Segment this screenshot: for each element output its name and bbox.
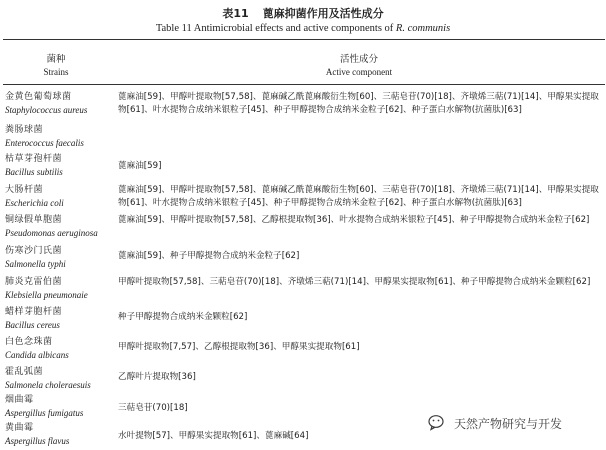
strain-name-zh: 金黄色葡萄球菌 [5, 92, 72, 102]
strain-name-zh: 蜡样芽胞杆菌 [5, 307, 63, 317]
strain-cell [5, 336, 109, 362]
strain-name-latin: Bacillus subtilis [5, 167, 63, 177]
table-title-en: Table 11 Antimicrobial effects and active components of [155, 23, 396, 34]
strain-name-zh: 大肠杆菌 [5, 185, 44, 195]
table-top-rule [3, 39, 605, 40]
strain-name-latin: Bacillus cereus [5, 320, 60, 330]
column-header-strains-zh: 菌种 [46, 54, 66, 65]
component-cell: 蓖麻油[59]、甲醇叶提取物[57,58]、蓖麻碱乙酰蓖麻酸衍生物[60]、三萜皂苷(70)[18]、齐墩烯三萜(71)[14]、甲醇果实提取物[61]、叶水提物合成纳米银粒子[45]、种子甲醇提物合成纳米金粒子[62]、种子蛋白水解物(抗菌肽)[63] [118, 92, 599, 115]
watermark-text: 天然产物研究与开发 [454, 416, 563, 431]
strain-name-latin: Escherichia coli [5, 198, 64, 208]
wechat-icon [428, 414, 448, 432]
strain-cell [5, 153, 109, 179]
strain-name-zh: 黄曲霉 [5, 423, 34, 433]
strain-cell [5, 306, 109, 332]
strain-name-latin: Salmonela choleraesuis [5, 380, 91, 390]
strain-name-zh: 枯草芽孢杆菌 [5, 154, 63, 164]
strain-name-latin: Klebsiella pneumonaie [5, 290, 88, 300]
strain-cell [5, 91, 109, 117]
strain-name-zh: 粪肠球菌 [5, 125, 44, 135]
strain-name-zh: 伤寒沙门氏菌 [5, 246, 63, 256]
column-header-strains [5, 54, 107, 78]
strain-name-zh: 铜绿假单胞菌 [5, 215, 63, 225]
strain-cell [5, 394, 109, 420]
strain-cell [5, 184, 109, 210]
strain-name-latin: Staphylococcus aureus [5, 105, 88, 115]
watermark [428, 412, 604, 434]
strain-name-zh: 霍乱弧菌 [5, 367, 44, 377]
component-cell: 水叶提物[57]、甲醇果实提取物[61]、蓖麻碱[64] [118, 431, 309, 441]
species-name: R. communis [395, 23, 451, 34]
column-header-strains-en: Strains [43, 67, 69, 77]
strain-name-zh: 烟曲霉 [5, 395, 34, 405]
component-cell: 蓖麻油[59]、甲醇叶提取物[57,58]、蓖麻碱乙酰蓖麻酸衍生物[60]、三萜皂苷(70)[18]、齐墩烯三萜(71)[14]、甲醇果实提取物[61]、叶水提物合成纳米银粒子[45]、种子甲醇提物合成纳米金粒子[62]、种子蛋白水解物(抗菌肽)[63] [118, 185, 599, 208]
strain-cell [5, 422, 109, 448]
strain-name-latin: Enterococcus faecalis [5, 138, 84, 148]
component-cell: 甲醇叶提取物[7,57]、乙醇根提取物[36]、甲醇果实提取物[61] [118, 342, 360, 352]
strain-name-latin: Aspergillus fumigatus [5, 408, 84, 418]
component-cell: 乙醇叶片提取物[36] [118, 372, 196, 382]
strain-name-latin: Salmonella typhi [5, 259, 66, 269]
table-label: 表11 [222, 7, 249, 20]
column-header-components [118, 54, 600, 78]
strain-cell [5, 245, 109, 271]
strain-name-latin: Aspergillus flavus [5, 436, 70, 446]
component-cell: 蓖麻油[59]、种子甲醇提物合成纳米金粒子[62] [118, 251, 300, 261]
strain-cell [5, 366, 109, 392]
table-header-rule [3, 84, 605, 85]
component-cell: 蓖麻油[59]、甲醇叶提取物[57,58]、乙醇根提取物[36]、叶水提物合成纳米银粒子[45]、种子甲醇提物合成纳米金粒子[62] [118, 215, 590, 225]
table-caption-zh [0, 5, 606, 21]
strain-name-latin: Candida albicans [5, 350, 69, 360]
component-cell: 甲醇叶提取物[57,58]、三萜皂苷(70)[18]、齐墩烯三萜(71)[14]、甲醇果实提取物[61]、种子甲醇提物合成纳米金颗粒[62] [118, 277, 591, 287]
component-cell: 种子甲醇提物合成纳米金颗粒[62] [118, 312, 248, 322]
strain-cell [5, 124, 109, 150]
table-caption-en [0, 23, 606, 34]
strain-name-zh: 白色念珠菌 [5, 337, 53, 347]
strain-name-zh: 肺炎克雷伯菌 [5, 277, 63, 287]
strain-cell [5, 214, 109, 240]
column-header-components-zh: 活性成分 [339, 54, 378, 65]
strain-name-latin: Pseudomonas aeruginosa [5, 228, 98, 238]
strain-cell [5, 276, 109, 302]
column-header-components-en: Active component [325, 67, 393, 77]
component-cell: 三萜皂苷(70)[18] [118, 403, 188, 413]
table-title-zh: 蓖麻抑菌作用及活性成分 [262, 7, 384, 20]
component-cell: 蓖麻油[59] [118, 161, 162, 171]
